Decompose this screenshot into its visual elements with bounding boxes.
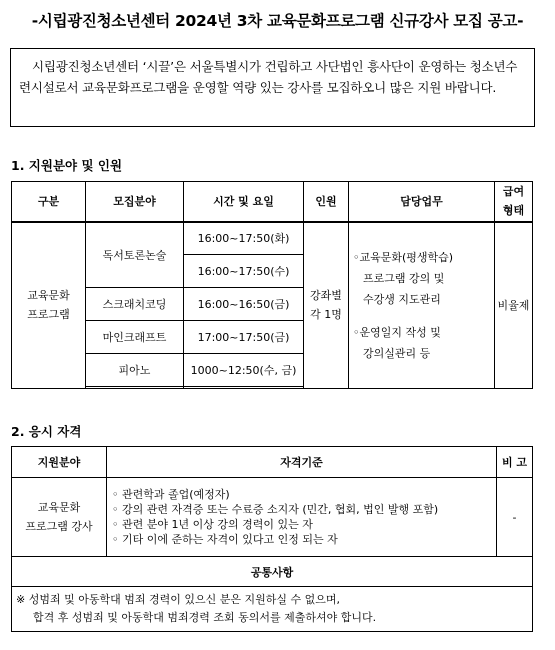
criteria-cell	[107, 478, 497, 557]
criteria-item: ◦ 기타 이에 준하는 자격이 있다고 인정 되는 자	[112, 533, 338, 546]
header-pay	[495, 182, 533, 222]
time-cell: 16:00~16:50(금)	[184, 288, 304, 321]
field-line1: 교육문화	[37, 501, 81, 514]
section2-title: 2. 응시 자격	[11, 424, 82, 439]
page-title: -시립광진청소년센터 2024년 3차 교육문화프로그램 신규강사 모집 공고-	[31, 12, 524, 30]
intro-box	[10, 48, 535, 127]
duty-line: 프로그램 강의 및	[363, 271, 445, 285]
intro-text: 시립광진청소년센터 ‘시끌’은 서울특별시가 건립하고 사단법인 흥사단이 운영하는 청소년수련시설로서 교육문화프로그램을 운영할 역량 있는 강사를 모집하오니 많은 지원 바랍니다.	[19, 59, 518, 95]
notice-line2: 합격 후 성범죄 및 아동학대 범죄경력 조회 동의서를 제출하셔야 합니다.	[33, 611, 377, 624]
duty-line: ◦교육문화(평생학습)	[353, 250, 454, 264]
table-row	[12, 478, 533, 557]
field-cell	[12, 478, 107, 557]
criteria-item: ◦ 강의 관련 자격증 또는 수료증 소지자 (민간, 협회, 법인 발행 포함)	[112, 503, 439, 516]
count-cell	[304, 222, 349, 389]
section1-title: 1. 지원분야 및 인원	[11, 158, 123, 173]
header-criteria: 자격기준	[107, 447, 497, 478]
table-row	[12, 222, 533, 255]
table-header-row	[12, 182, 533, 222]
duty-cell	[349, 222, 495, 389]
time-cell: 1000~12:50(수, 금)	[184, 354, 304, 387]
header-count: 인원	[304, 182, 349, 222]
time-cell: 17:00~17:50(금)	[184, 321, 304, 354]
table-header-row	[12, 447, 533, 478]
field-cell: 마인크래프트	[86, 321, 184, 354]
header-pay-line1: 급여	[502, 185, 525, 199]
header-pay-line2: 형태	[502, 204, 525, 218]
time-cell: 16:00~17:50(화)	[184, 222, 304, 255]
common-notice	[12, 587, 533, 632]
recruitment-table	[11, 181, 533, 389]
pay-cell: 비율제	[495, 222, 533, 389]
header-category: 구분	[12, 182, 86, 222]
note-cell: -	[497, 478, 533, 557]
qualification-table	[11, 446, 533, 632]
duty-line: 강의실관리 등	[363, 346, 431, 360]
field-line2: 프로그램 강사	[25, 520, 93, 533]
category-line2: 프로그램	[27, 308, 70, 322]
common-header-row	[12, 557, 533, 587]
notice-line1: ※ 성범죄 및 아동학대 범죄 경력이 있으신 분은 지원하실 수 없으며,	[16, 593, 340, 606]
category-cell	[12, 222, 86, 389]
count-line1: 강좌별	[310, 289, 342, 303]
time-cell: 16:00~17:50(수)	[184, 255, 304, 288]
header-field: 지원분야	[12, 447, 107, 478]
criteria-item: ◦ 관련학과 졸업(예정자)	[112, 488, 230, 501]
header-note: 비 고	[497, 447, 533, 478]
count-line2: 각 1명	[310, 308, 342, 322]
common-row	[12, 587, 533, 632]
category-line1: 교육문화	[27, 289, 70, 303]
duty-line: ◦운영일지 작성 및	[353, 325, 441, 339]
field-cell: 피아노	[86, 354, 184, 387]
criteria-item: ◦ 관련 분야 1년 이상 강의 경력이 있는 자	[112, 518, 313, 531]
field-cell: 스크래치코딩	[86, 288, 184, 321]
duty-line: 수강생 지도관리	[363, 292, 441, 306]
header-time: 시간 및 요일	[184, 182, 304, 222]
field-cell: 독서토론논술	[86, 222, 184, 288]
common-title: 공통사항	[12, 557, 533, 587]
header-field: 모집분야	[86, 182, 184, 222]
header-duty: 담당업무	[349, 182, 495, 222]
